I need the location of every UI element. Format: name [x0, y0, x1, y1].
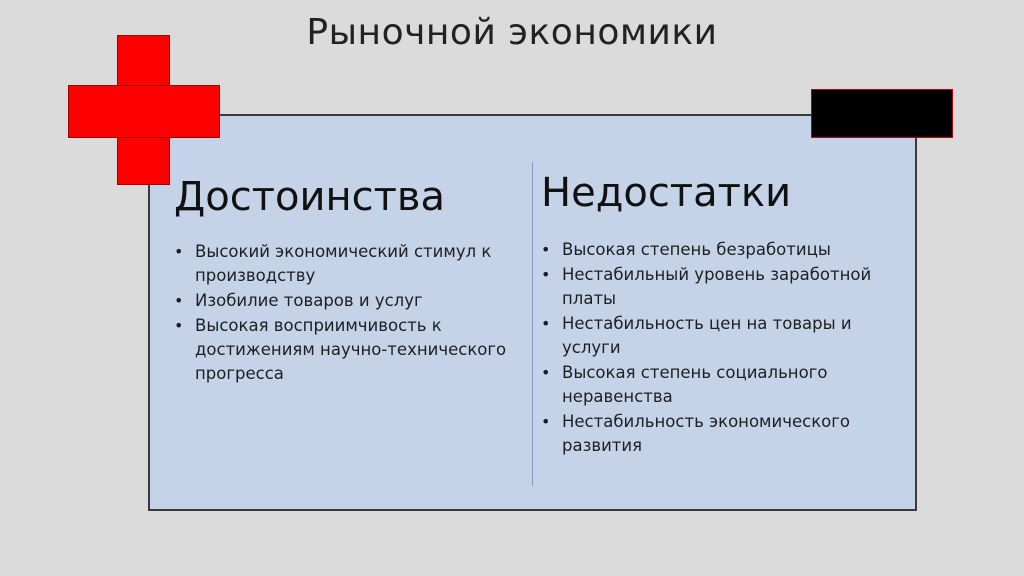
slide-title: Рыночной экономики	[306, 12, 718, 53]
disadvantages-column	[541, 168, 901, 459]
bullet-icon: •	[174, 316, 184, 335]
list-item-text: Высокая степень социального неравенства	[562, 363, 828, 406]
list-item-text: Нестабильность экономического развития	[562, 412, 851, 455]
advantages-list	[174, 240, 524, 386]
bullet-icon: •	[541, 314, 551, 333]
bullet-icon: •	[541, 363, 551, 382]
bullet-icon: •	[174, 242, 184, 261]
list-item	[174, 240, 524, 288]
advantages-column	[174, 172, 524, 387]
advantages-heading: Достоинства	[174, 174, 446, 220]
minus-bar-icon	[811, 89, 953, 138]
disadvantages-list	[541, 238, 901, 458]
list-item	[174, 289, 524, 313]
bullet-icon: •	[174, 291, 184, 310]
list-item	[541, 312, 901, 360]
bullet-icon: •	[541, 240, 551, 259]
disadvantages-heading: Недостатки	[541, 170, 792, 216]
list-item-text: Высокий экономический стимул к производству	[195, 242, 492, 285]
list-item	[541, 361, 901, 409]
list-item-text: Высокая восприимчивость к достижениям научно-технического прогресса	[195, 316, 507, 383]
column-divider	[532, 162, 533, 486]
list-item	[174, 314, 524, 386]
bullet-icon: •	[541, 265, 551, 284]
bullet-icon: •	[541, 412, 551, 431]
list-item-text: Нестабильный уровень заработной платы	[562, 265, 872, 308]
list-item	[541, 238, 901, 262]
list-item	[541, 263, 901, 311]
red-cross-icon	[68, 35, 220, 187]
list-item	[541, 410, 901, 458]
list-item-text: Изобилие товаров и услуг	[195, 291, 423, 310]
list-item-text: Высокая степень безработицы	[562, 240, 831, 259]
list-item-text: Нестабильность цен на товары и услуги	[562, 314, 852, 357]
